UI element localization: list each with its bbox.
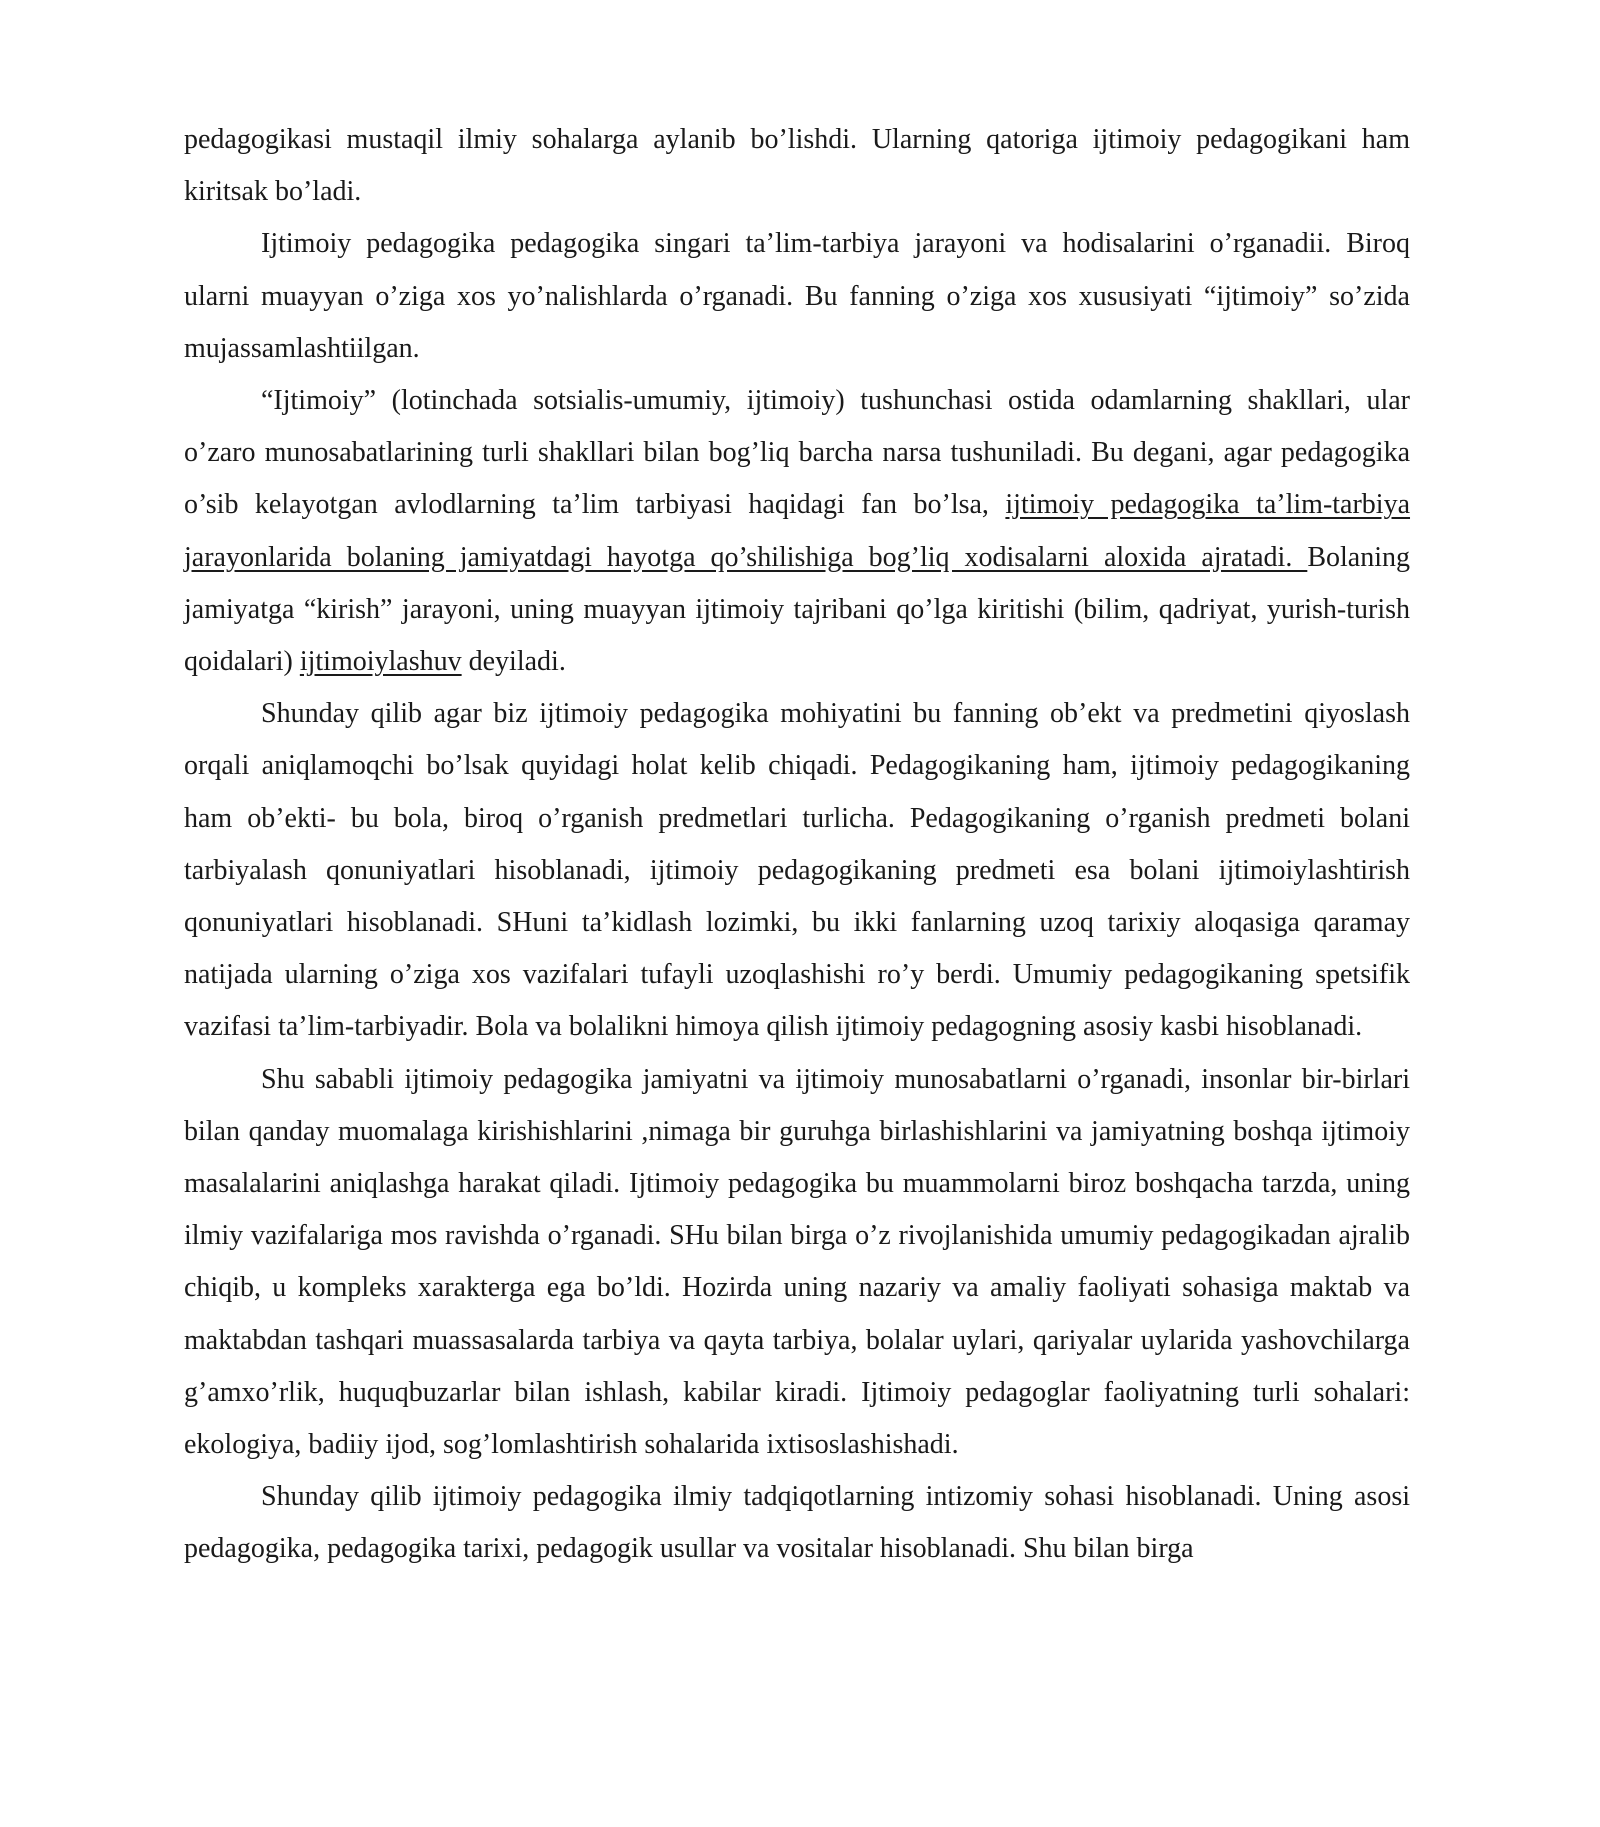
paragraph-6 — [184, 1471, 1410, 1575]
paragraph-text: Ijtimoiy pedagogika pedagogika singari ta’lim-tarbiya jarayoni va hodisalarini o’rganadii. Biroq ularni muayyan o’ziga xos yo’nalishlarda o’rganadi. Bu fanning o’ziga xos xususiyati “ijtimoiy” so’zida mujassamlashtiilgan. — [184, 228, 1410, 364]
paragraph-text: Shu sababli ijtimoiy pedagogika jamiyatni va ijtimoiy munosabatlarni o’rganadi, insonlar bir-birlari bilan qanday muomalaga kirishishlarini ,nimaga bir guruhga birlashishlarini va jamiyatning boshqa ijtimoiy masalalarini aniqlashga harakat qiladi. Ijtimoiy pedagogika bu muammolarni biroz boshqacha tarzda, uning ilmiy vazifalariga mos ravishda o’rganadi. SHu bilan birga o’z rivojlanishida umumiy pedagogikadan ajralib chiqib, u kompleks xarakterga ega bo’ldi. Hozirda uning nazariy va amaliy faoliyati sohasiga maktab va maktabdan tashqari muassasalarda tarbiya va qayta tarbiya, bolalar uylari, qariyalar uylarida yashovchilarga g’amxo’rlik, huquqbuzarlar bilan ishlash, kabilar kiradi. Ijtimoiy pedagoglar faoliyatning turli sohalari: ekologiya, badiiy ijod, sog’lomlashtirish sohalarida ixtisoslashishadi. — [184, 1063, 1410, 1461]
paragraph-3 — [184, 375, 1410, 688]
document-page — [184, 114, 1410, 1576]
paragraph-text: Bolaning jamiyatga “kirish” jarayoni, uning muayyan ijtimoiy tajribani qo’lga kiritishi (bilim, qadriyat, yurish-turish qoidalari) — [184, 541, 1410, 678]
paragraph-text: Shunday qilib ijtimoiy pedagogika ilmiy tadqiqotlarning intizomiy sohasi hisoblanadi. Uning asosi pedagogika, pedagogika tarixi, pedagogik usullar va vositalar hisoblanadi. Shu bilan birga — [184, 1481, 1410, 1565]
paragraph-2 — [184, 218, 1410, 375]
paragraph-text: Shunday qilib agar biz ijtimoiy pedagogika mohiyatini bu fanning ob’ekt va predmetini qiyoslash orqali aniqlamoqchi bo’lsak quyidagi holat kelib chiqadi. Pedagogikaning ham, ijtimoiy pedagogikaning ham ob’ekti- bu bola, biroq o’rganish predmetlari turlicha. Pedagogikaning o’rganish predmeti bolani tarbiyalash qonuniyatlari hisoblanadi, ijtimoiy pedagogikaning predmeti esa bolani ijtimoiylashtirish qonuniyatlari hisoblanadi. SHuni ta’kidlash lozimki, bu ikki fanlarning uzoq tarixiy aloqasiga qaramay natijada ularning o’ziga xos vazifalari tufayli uzoqlashishi ro’y berdi. Umumiy pedagogikaning spetsifik vazifasi ta’lim-tarbiyadir. Bola va bolalikni himoya qilish ijtimoiy pedagogning asosiy kasbi hisoblanadi. — [184, 698, 1410, 1043]
underlined-definition: ijtimoiy pedagogika ta’lim-tarbiya jarayonlarida bolaning jamiyatdagi hayotga qo’shilishiga bog’liq xodisalarni aloxida ajratadi. — [184, 489, 1411, 573]
paragraph-text: “Ijtimoiy” (lotinchada sotsialis-umumiy, ijtimoiy) tushunchasi ostida odamlarning shakllari, ular o’zaro munosabatlarining turli shakllari bilan bog’liq barcha narsa tushuniladi. Bu degani, agar pedagogika o’sib kelayotgan avlodlarning ta’lim tarbiyasi haqidagi fan bo’lsa, — [184, 385, 1410, 521]
paragraph-5 — [184, 1054, 1410, 1472]
paragraph-text: deyiladi. — [461, 646, 566, 678]
paragraph-text: pedagogikasi mustaqil ilmiy sohalarga aylanib bo’lishdi. Ularning qatoriga ijtimoiy pedagogikani ham kiritsak bo’ladi. — [184, 124, 1410, 208]
paragraph-4 — [184, 688, 1410, 1053]
paragraph-1 — [184, 114, 1410, 218]
underlined-term: ijtimoiylashuv — [299, 646, 462, 678]
